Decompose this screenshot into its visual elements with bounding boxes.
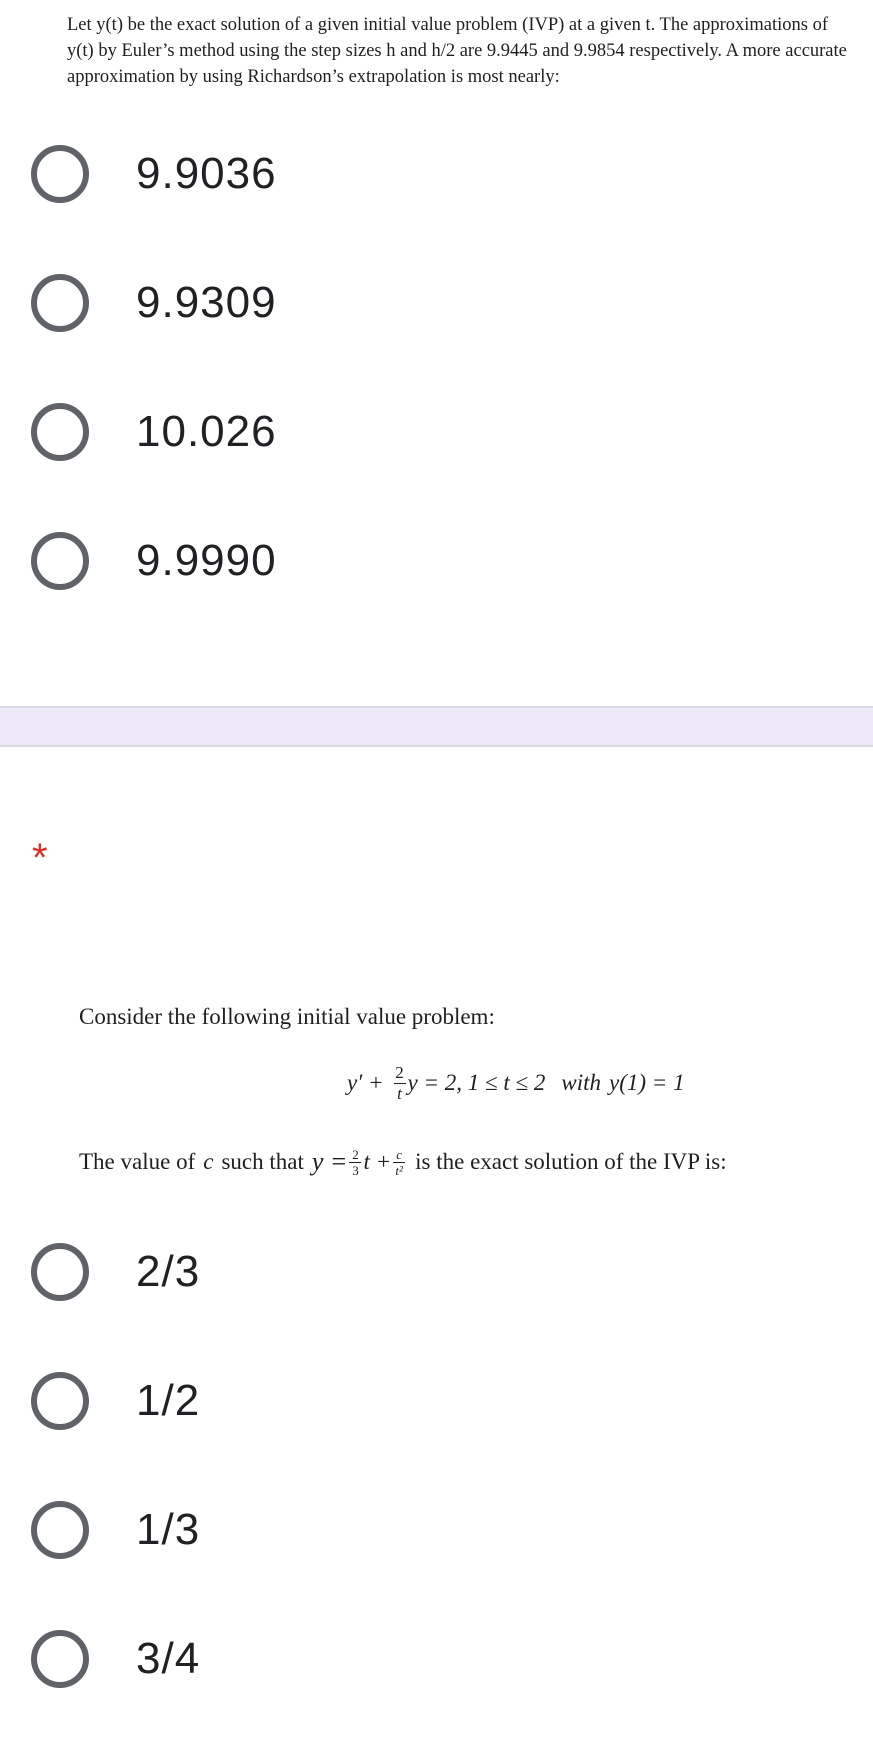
question-2-intro: Consider the following initial value problem: [79, 1004, 495, 1029]
q1-option-4[interactable] [0, 513, 873, 609]
required-asterisk: * [32, 836, 48, 880]
equation-fraction [394, 1063, 406, 1104]
radio-button-icon[interactable] [31, 403, 89, 461]
question-2-prompt [79, 1132, 727, 1192]
prompt-fraction-1 [349, 1147, 361, 1178]
q2-option-2[interactable] [0, 1353, 873, 1449]
q2-option-1[interactable] [0, 1224, 873, 1320]
q2-option-4[interactable] [0, 1611, 873, 1707]
prompt-frac1-num: 2 [352, 1146, 359, 1162]
radio-button-icon[interactable] [31, 1243, 89, 1301]
radio-button-icon[interactable] [31, 532, 89, 590]
q1-option-3-label: 10.026 [136, 407, 277, 456]
prompt-t-plus: t + [363, 1149, 392, 1174]
prompt-fraction-2 [393, 1147, 405, 1178]
q2-option-2-label: 1/2 [136, 1376, 201, 1425]
radio-button-icon[interactable] [31, 1630, 89, 1688]
q1-option-3[interactable] [0, 384, 873, 480]
prompt-y-eq: y = [311, 1147, 348, 1176]
question-1-line-3: approximation by using Richardson’s extrapolation is most nearly: [67, 67, 560, 87]
equation-frac-den: t [397, 1083, 402, 1103]
prompt-suffix: is the exact solution of the IVP is: [415, 1149, 727, 1174]
equation-lhs-end: y = 2, 1 ≤ t ≤ 2 [407, 1070, 546, 1095]
prompt-prefix: The value of [79, 1149, 196, 1174]
q1-option-4-label: 9.9990 [136, 536, 277, 585]
q2-option-3[interactable] [0, 1482, 873, 1578]
q2-option-3-label: 1/3 [136, 1505, 201, 1554]
prompt-frac1-den: 3 [352, 1162, 359, 1178]
radio-button-icon[interactable] [31, 1372, 89, 1430]
prompt-frac2-den: t² [395, 1162, 403, 1178]
equation-with: with [561, 1070, 602, 1095]
equation-condition: y(1) = 1 [609, 1070, 685, 1095]
radio-button-icon[interactable] [31, 274, 89, 332]
radio-button-icon[interactable] [31, 1501, 89, 1559]
equation-frac-num: 2 [395, 1062, 404, 1082]
q2-option-4-label: 3/4 [136, 1634, 201, 1683]
prompt-var-c: c [203, 1149, 214, 1174]
prompt-middle: such that [221, 1149, 304, 1174]
section-divider [0, 706, 873, 747]
q1-option-2[interactable] [0, 255, 873, 351]
question-1-text [67, 12, 873, 90]
q2-option-1-label: 2/3 [136, 1247, 201, 1296]
question-2-equation [347, 1054, 685, 1112]
radio-button-icon[interactable] [31, 145, 89, 203]
equation-lhs-start: y′ + [347, 1070, 384, 1095]
question-1-line-1: Let y(t) be the exact solution of a given initial value problem (IVP) at a given t. The approximations of [67, 15, 829, 35]
prompt-frac2-num: c [396, 1146, 403, 1162]
question-1-line-2: y(t) by Euler’s method using the step sizes h and h/2 are 9.9445 and 9.9854 respectively. A more accurate [67, 41, 847, 61]
q1-option-1-label: 9.9036 [136, 149, 277, 198]
q1-option-2-label: 9.9309 [136, 278, 277, 327]
q1-option-1[interactable] [0, 126, 873, 222]
